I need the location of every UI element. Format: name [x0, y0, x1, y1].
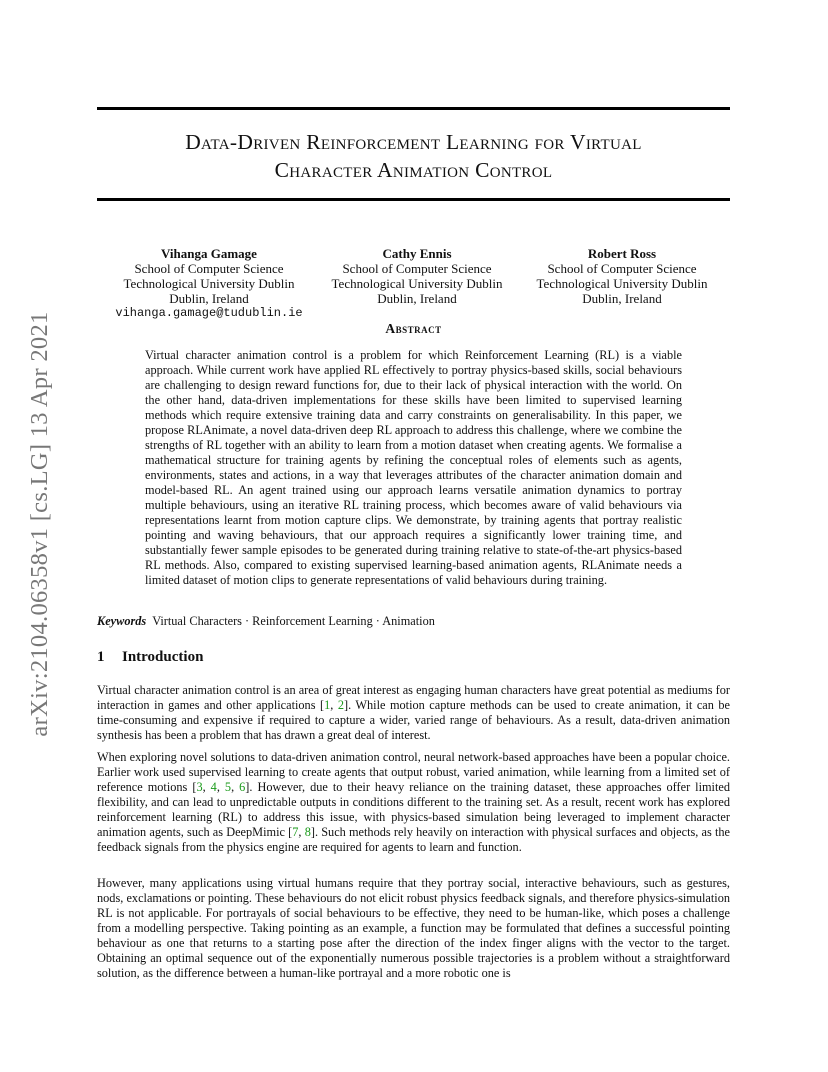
intro-paragraph-2: When exploring novel solutions to data-driven animation control, neural network-based approaches have been a popular choice. Earlier work used supervised learning to create agents that output robust, varied animation, while learning from a limited set of reference motions [3, 4, 5, 6]. However, due to their heavy reliance on the training dataset, these approaches offer limited flexibility, and can lead to unpredictable outputs in conditions different to the training set. As a result, recent work has explored reinforcement learning (RL) to address this issue, with physics-based simulation being leveraged to implement character animation agents, such as DeepMimic [7, 8]. Such methods rely heavily on interaction with physical surfaces and objects, as the feedback signals from the physics engine are required for agents to learn and function.: [97, 750, 731, 854]
citation-link[interactable]: 3: [196, 780, 203, 794]
author-name: Vihanga Gamage: [161, 246, 257, 261]
arxiv-stamp-text: arXiv:2104.06358v1 [cs.LG] 13 Apr 2021: [26, 311, 53, 737]
author-institution: Technological University Dublin: [536, 276, 708, 291]
author-email[interactable]: vihanga.gamage@tudublin.ie: [115, 306, 303, 320]
section-title: Introduction: [122, 649, 204, 665]
paragraph-text: ]. Such methods rely heavily on interaction with physical surfaces and objects, as the feedback signals from the physics engine are required for agents to learn and function.: [97, 825, 731, 854]
author-location: Dublin, Ireland: [169, 291, 249, 306]
keywords-label: Keywords: [97, 614, 147, 628]
author-name: Cathy Ennis: [382, 246, 452, 261]
author-institution: Technological University Dublin: [331, 276, 503, 291]
intro-paragraph-3: However, many applications using virtual humans require that they portray social, interactive behaviours, such as gestures, nods, exclamations or pointing. These behaviours do not elicit robust physics feedback signals, and therefore physics-simulation RL is not applicable. For portrayals of social behaviours to be effective, they need to be human-like, which poses a challenge from a modelling perspective. Taking pointing as an example, a function may be formulated that defines a successful pointing behaviour as one that returns to a starting pose after the direction of the index finger aligns with the vector to the target. Obtaining an optimal sequence out of the exponentially numerous possible trajectories is a problem without a straightforward solution, as the difference between a human-like portrayal and a more robotic one is: [97, 876, 730, 980]
paragraph-text: ]. While motion capture methods can be used to create animation, it can be time-consuming and expensive if required to capture a wider, varied range of behaviours. As a result, data-driven animation synthesis has been a problem that has drawn a great deal of interest.: [97, 698, 730, 742]
author-department: School of Computer Science: [342, 261, 492, 276]
citation-link[interactable]: 4: [210, 780, 217, 794]
citation-link[interactable]: 7: [292, 825, 299, 839]
paragraph-text: ]. However, due to their heavy reliance on the training dataset, these approaches offer limited flexibility, and can lead to unpredictable outputs in conditions different to the training set. As a result, recent work has explored reinforcement learning (RL) to address this issue, with physics-based simulation being leveraged to implement character animation agents, such as DeepMimic [: [97, 780, 730, 839]
author-name: Robert Ross: [587, 246, 657, 261]
arxiv-stamp: [23, 289, 57, 759]
citation-link[interactable]: 2: [337, 698, 344, 712]
author-block-2: [317, 246, 517, 306]
section-number: 1: [97, 649, 105, 665]
paper-title: [97, 128, 730, 184]
author-institution: Technological University Dublin: [123, 276, 295, 291]
title-top-rule: [97, 107, 730, 110]
author-department: School of Computer Science: [547, 261, 697, 276]
author-location: Dublin, Ireland: [377, 291, 457, 306]
keywords-text: Virtual Characters · Reinforcement Learning · Animation: [152, 614, 435, 628]
citation-link[interactable]: 1: [324, 698, 331, 712]
abstract-heading: Abstract: [385, 321, 442, 336]
keywords-line: [97, 614, 730, 629]
paragraph-text: Virtual character animation control is an area of great interest as engaging human characters have great potential as mediums for interaction in games and other applications [: [97, 683, 730, 712]
title-line-1: Data-Driven Reinforcement Learning for Virtual: [185, 130, 642, 154]
abstract-text: Virtual character animation control is a problem for which Reinforcement Learning (RL) is a viable approach. While current work have applied RL effectively to portray physics-based skills, social behaviours are challenging to design reward functions for, due to their lack of physical interaction with the world. On the other hand, data-driven implementations for these skills have been limited to supervised learning methods which require extensive training data and carry constraints on generalisability. In this paper, we propose RLAnimate, a novel data-driven deep RL approach to address this challenge, where we combine the strengths of RL together with an ability to learn from a motion dataset when creating agents. We formalise a mathematical structure for training agents by refining the conceptual roles of elements such as agents, environments, states and actions, in a way that leverages attributes of the character animation domain and model-based RL. An agent trained using our approach learns versatile animation dynamics to portray multiple behaviours, using an iterative RL training process, which becomes aware of valid behaviours via representations learnt from motion capture clips. We demonstrate, by training agents that portray realistic pointing and waving behaviours, that our approach requires a significantly lower training time, and substantially fewer sample episodes to be generated during training relative to state-of-the-art physics-based RL methods. Also, compared to existing supervised learning-based animation agents, RLAnimate needs a limited dataset of motion clips to generate representations of valid behaviours during training.: [145, 348, 682, 587]
author-block-3: [522, 246, 722, 306]
paragraph-text: When exploring novel solutions to data-driven animation control, neural network-based approaches have been a popular choice. Earlier work used supervised learning to create agents that output robust, varied animation, while learning from a limited set of reference motions [: [97, 750, 730, 794]
author-location: Dublin, Ireland: [582, 291, 662, 306]
title-bottom-rule: [97, 198, 730, 201]
citation-link[interactable]: 8: [304, 825, 311, 839]
section-heading-introduction: [97, 649, 203, 666]
citation-link[interactable]: 5: [224, 780, 232, 794]
intro-paragraph-1: Virtual character animation control is an area of great interest as engaging human characters have great potential as mediums for interaction in games and other applications [1, 2]. While motion capture methods can be used to create animation, it can be time-consuming and expensive if required to capture a wider, varied range of behaviours. As a result, data-driven animation synthesis has been a problem that has drawn a great deal of interest.: [97, 683, 730, 742]
citation-link[interactable]: 6: [239, 780, 246, 794]
author-department: School of Computer Science: [134, 261, 284, 276]
author-block-1: [109, 246, 309, 321]
title-line-2: Character Animation Control: [274, 158, 553, 182]
